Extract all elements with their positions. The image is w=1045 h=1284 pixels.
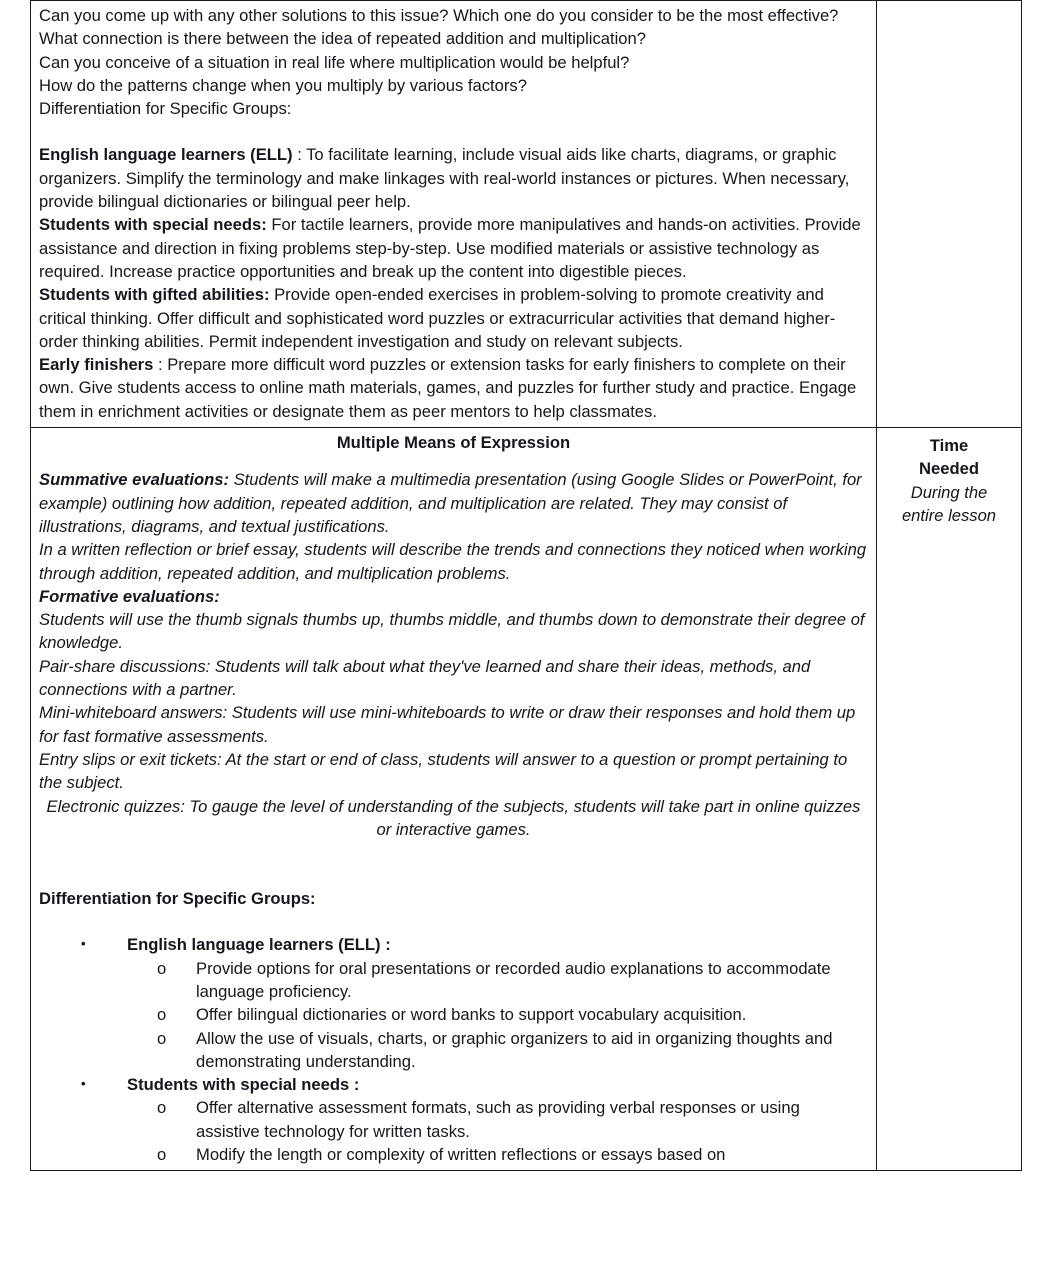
sub-bullet-icon: o — [157, 1098, 167, 1118]
list-item-text: Offer bilingual dictionaries or word banks to support vocabulary acquisition. — [196, 1005, 747, 1025]
group-ell — [39, 143, 868, 213]
group-gifted-label: Students with gifted abilities: — [39, 285, 270, 305]
group-early-finishers-label: Early finishers — [39, 355, 154, 375]
time-needed-sub-line1: During the — [910, 482, 988, 502]
blank-line — [39, 841, 868, 887]
list-item-text: Offer alternative assessment formats, such as providing verbal responses or using assistive technology for written tasks. — [196, 1098, 800, 1141]
list-item — [39, 957, 868, 1004]
blank-line — [39, 910, 868, 933]
list-item — [39, 1027, 868, 1074]
question-3: Can you conceive of a situation in real life where multiplication would be helpful? — [39, 52, 630, 72]
list-item-ell — [39, 933, 868, 956]
differentiation-label-row1: Differentiation for Specific Groups: — [39, 99, 292, 119]
cell-expression-main — [31, 428, 877, 1171]
group-ell-label: English language learners (ELL) — [39, 145, 293, 165]
question-1: Can you come up with any other solutions to this issue? Which one do you consider to be the most effective? — [39, 6, 839, 25]
question-4: How do the patterns change when you multiply by various factors? — [39, 75, 527, 95]
cell-questions-time — [877, 1, 1022, 428]
cell-questions-main — [31, 1, 877, 428]
table-row-questions — [31, 1, 1022, 428]
written-reflection: In a written reflection or brief essay, students will describe the trends and connections they noticed when working through addition, repeated addition, and multiplication problems. — [39, 540, 867, 583]
sub-bullet-icon: o — [157, 1028, 167, 1048]
section-heading-expression: Multiple Means of Expression — [336, 433, 571, 453]
question-2: What connection is there between the idea of repeated addition and multiplication? — [39, 29, 646, 49]
group-gifted — [39, 283, 868, 353]
formative-item-thumb-signals: Students will use the thumb signals thumbs up, thumbs middle, and thumbs down to demonstrate their degree of knowledge. — [39, 610, 865, 653]
list-item — [39, 1143, 868, 1166]
blank-line — [39, 120, 868, 143]
group-ell-body: : To facilitate learning, include visual aids like charts, diagrams, or graphic organizers. Simplify the terminology and make linkages with real-world instances or pictures. When necessary, provide bilingual dictionaries or bilingual peer help. — [39, 145, 850, 212]
group-special-needs-label: Students with special needs: — [39, 215, 267, 235]
group-early-finishers — [39, 353, 868, 423]
sub-bullet-icon: o — [157, 958, 167, 978]
group-special-needs — [39, 213, 868, 283]
time-needed-title-line1: Time — [929, 436, 969, 456]
group-gifted-body: Provide open-ended exercises in problem-solving to promote creativity and critical thinking. Offer difficult and sophisticated word puzzles or extracurricular activities that demand higher-order thinking abilities. Permit independent investigation and study on relevant subjects. — [39, 285, 836, 351]
list-item — [39, 1096, 868, 1143]
list-item-special-needs-suffix: : — [349, 1075, 360, 1095]
group-special-needs-body: For tactile learners, provide more manipulatives and hands-on activities. Provide assistance and direction in fixing problems step-by-step. Use modified materials or assistive technology as required. Increase practice opportunities and break up the content into digestible pieces. — [39, 215, 861, 281]
formative-item-entry-exit-slips: Entry slips or exit tickets: At the start or end of class, students will answer to a question or prompt pertaining to the subject. — [39, 749, 848, 793]
cell-expression-time — [877, 428, 1022, 1171]
list-item-ell-suffix: : — [380, 935, 391, 955]
table-row-expression — [31, 428, 1022, 1171]
list-item-text: Provide options for oral presentations or recorded audio explanations to accommodate language proficiency. — [196, 958, 831, 1001]
formative-evaluations-label: Formative evaluations: — [39, 586, 220, 606]
formative-item-pair-share: Pair-share discussions: Students will talk about what they've learned and share their ideas, methods, and connections with a partner. — [39, 656, 811, 700]
blank-line — [39, 454, 868, 468]
summative-evaluations-body: Students will make a multimedia presentation (using Google Slides or PowerPoint, for example) outlining how addition, repeated addition, and multiplication are related. They may consist of illustrations, diagrams, and textual justifications. — [39, 470, 862, 536]
formative-item-electronic-quizzes: Electronic quizzes: To gauge the level of understanding of the subjects, students will take part in online quizzes or interactive games. — [46, 796, 861, 839]
formative-item-mini-whiteboard: Mini-whiteboard answers: Students will use mini-whiteboards to write or draw their responses and hold them up for fast formative assessments. — [39, 703, 856, 746]
summative-evaluations — [39, 468, 868, 538]
lesson-plan-table — [30, 0, 1022, 1171]
bullet-icon: • — [81, 936, 86, 952]
time-needed-title-line2: Needed — [919, 459, 979, 479]
sub-bullet-icon: o — [157, 1145, 167, 1165]
list-item-special-needs — [39, 1073, 868, 1096]
list-item-text: Modify the length or complexity of written reflections or essays based on — [196, 1145, 726, 1165]
group-early-finishers-body: : Prepare more difficult word puzzles or extension tasks for early finishers to complete on their own. Give students access to online math materials, games, and puzzles for further study and practice. Engage them in enrichment activities or designate them as peer mentors to help classmates. — [39, 355, 857, 421]
list-item-text: Allow the use of visuals, charts, or graphic organizers to aid in organizing thoughts and demonstrating understanding. — [196, 1028, 833, 1071]
summative-evaluations-label: Summative evaluations: — [39, 470, 229, 490]
time-needed-sub-line2: entire lesson — [901, 505, 997, 525]
differentiation-heading-row2: Differentiation for Specific Groups: — [39, 889, 316, 909]
list-item — [39, 1003, 868, 1026]
sub-bullet-icon: o — [157, 1005, 167, 1025]
bullet-icon: • — [81, 1076, 86, 1092]
list-item-special-needs-label: Students with special needs — [127, 1075, 350, 1095]
list-item-ell-label: English language learners (ELL) — [127, 935, 381, 955]
